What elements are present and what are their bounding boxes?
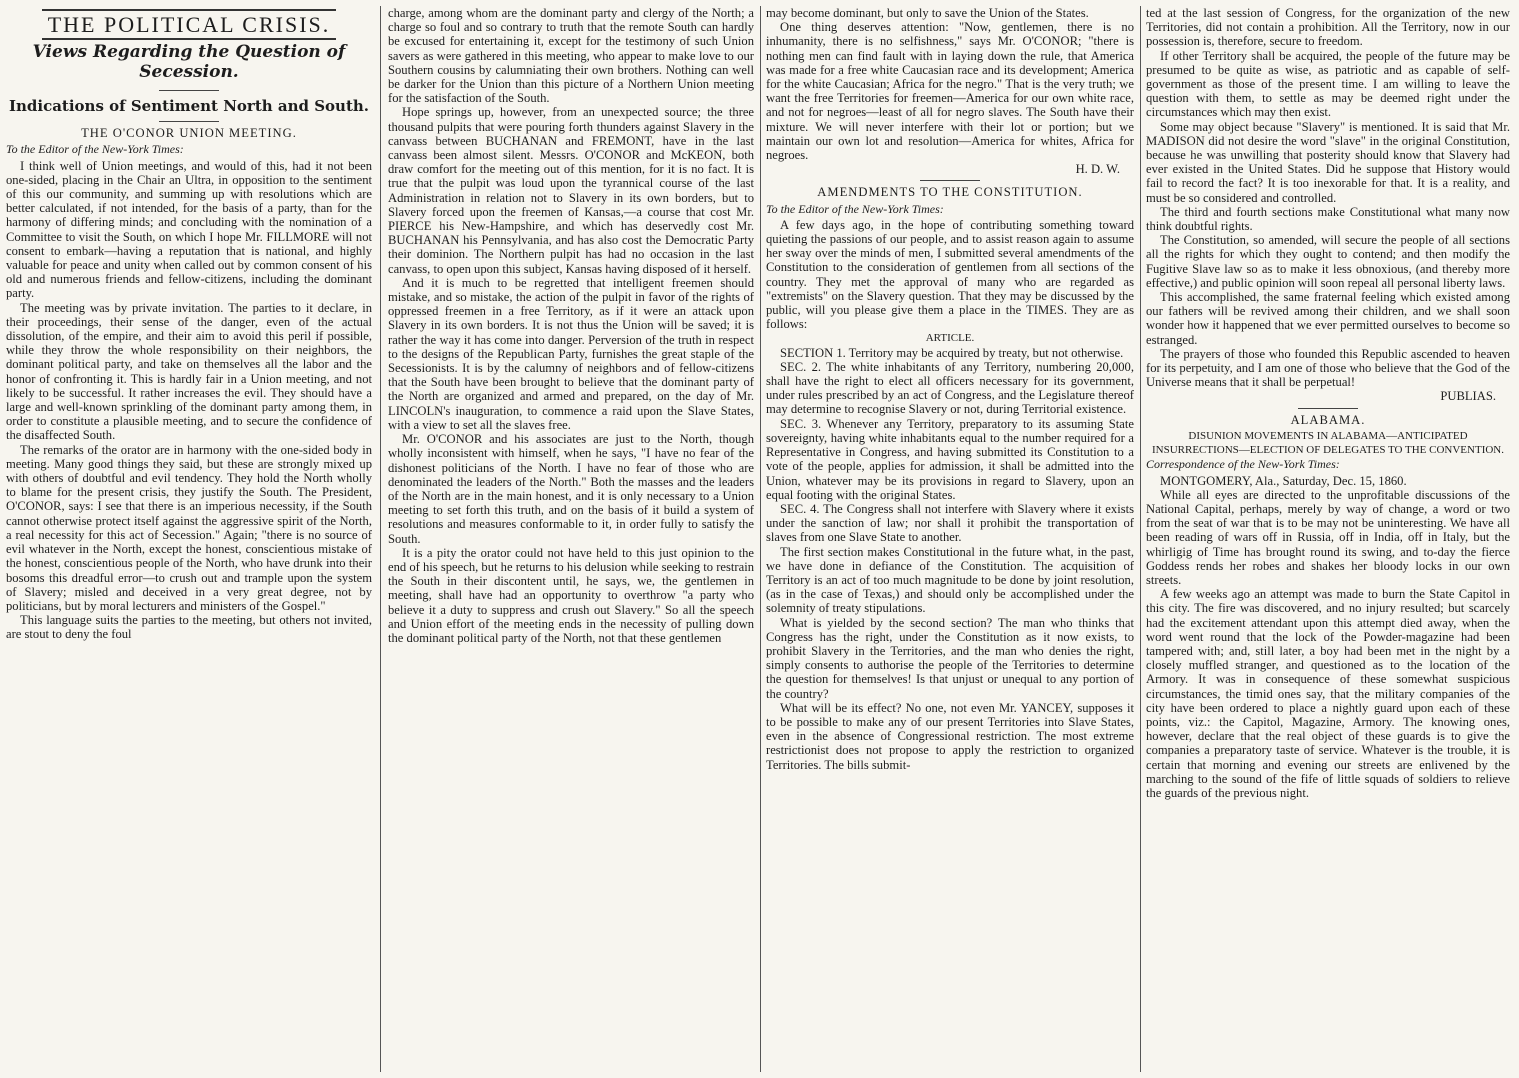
section-heading: ALABAMA. — [1290, 412, 1366, 427]
paragraph: SEC. 3. Whenever any Territory, preparatory to its assuming State sovereignty, having white inhabitants equal to the number required for a Representative in Congress, and having submitted its Constitution to a vote of the people, applies for admission, it shall be admitted into the Union, whatever may be its provisions in regard to Slavery, upon an equal footing with the original States. — [766, 416, 1134, 502]
paragraph: charge, among whom are the dominant party and clergy of the North; a charge so foul and so contrary to truth that the remote South can hardly be excused for entertaining it, except for the testimony of such Union savers as were gathered in this meeting, who appear to make love to our Southern cousins by calumniating their own brothers. Nothing can well be darker for the Union than this picture of a Northern Union meeting for the satisfaction of the South. — [388, 6, 754, 106]
paragraph: While all eyes are directed to the unprofitable discussions of the National Capital, perhaps, merely by way of change, a word or two from the seat of war that is to be may not be uninteresting. We have all been reading of wars off in Russia, off in India, off in Italy, but the whirligig of Time has brought round its swing, and to-day the fierce Goddess rends her robes and shakes her bloody locks in our own streets. — [1146, 487, 1510, 587]
paragraph: This language suits the parties to the meeting, but others not invited, are stout to deny the foul — [6, 613, 372, 642]
signature: H. D. W. — [1075, 162, 1120, 177]
paragraph: SECTION 1. Territory may be acquired by treaty, but not otherwise. — [780, 345, 1124, 360]
column-4 — [1146, 6, 1510, 1072]
paragraph: ted at the last session of Congress, for the organization of the new Territories, did not contain a prohibition. All the Territory, now in our possession is, therefore, secure to freedom. — [1146, 6, 1510, 49]
signature: PUBLIAS. — [1440, 389, 1496, 404]
paragraph: What is yielded by the second section? The man who thinks that Congress has the right, under the Constitution as it now exists, to prohibit Slavery in the Territories, and the man who denies the right, simply consents to authorise the people of the Territories to determine the question for themselves! Is that unjust or unequal to any portion of the country? — [766, 615, 1134, 701]
section-heading: AMENDMENTS TO THE CONSTITUTION. — [817, 185, 1083, 200]
paragraph: may become dominant, but only to save the Union of the States. — [766, 6, 1089, 20]
paragraph: The first section makes Constitutional in the future what, in the past, we have done in defiance of the Constitution. The acquisition of Territory is an act of too much magnitude to be done by joint resolution, (as in the case of Texas,) and should only be accomplished under the solemnity of treaty stipulations. — [766, 544, 1134, 616]
paragraph: And it is much to be regretted that intelligent freemen should mistake, and so mistake, the action of the pulpit in favor of the rights of oppressed freemen in a free Territory, as if it were an attack upon Slavery in its own borders. It is not thus the Union will be saved; it is rather the way it has come into danger. Perversion of the truth in respect to the designs of the Republican Party, furnishes the great staple of the Secessionists. It is by the calumny of neighbors and of fellow-citizens that the South have been brought to believe that the dominant party of the North are organized and armed and prepared, on the day of Mr. LINCOLN's inauguration, to commence a raid upon the Slave States, with a view to set all the slaves free. — [388, 275, 754, 432]
paragraph: A few weeks ago an attempt was made to burn the State Capitol in this city. The fire was discovered, and no injury resulted; but scarcely had the excitement attendant upon this attempt died away, when the word went round that the lock of the Powder-magazine had been tampered with; and, still later, a boy had been met in the night by a closely muffled stranger, and questioned as to the location of the Armory. It was in consequence of these somewhat suspicious circumstances, the timid ones say, that the military companies of the city have been ordered to place a nightly guard upon each of these points, viz.: the Capitol, Magazine, Armory. The knowing ones, however, declare that the real object of these guards is to give the companies a preparatory taste of service. Whatever is the trouble, it is certain that morning and evening our streets are enlivened by the marching to the sound of the fife of little squads of soldiers to relieve the guards of the previous night. — [1146, 587, 1510, 800]
paragraph: The Constitution, so amended, will secure the people of all sections all the rights for which they ought to contend; and then modify the Fugitive Slave law so as to make it less obnoxious, (and thereby more effective,) and public opinion will soon repeal all personal liberty laws. — [1146, 233, 1510, 290]
column-2 — [388, 6, 754, 1072]
section-subheading: DISUNION MOVEMENTS IN ALABAMA—ANTICIPATED INSURRECTIONS—ELECTION OF DELEGATES TO THE CONVENTION. — [1152, 429, 1504, 457]
paragraph: The remarks of the orator are in harmony with the one-sided body in meeting. Many good things they said, but these are strongly mixed up with others of doubtful and evil tendency. They hold the North wholly to blame for the present crisis, they justify the South. The President, O'CONOR, says: I see that there is an imperious necessity, if the South cannot otherwise protect itself against the aggressive spirit of the North, a real necessity for this act of Secession." Again; "there is no source of evil whatever in the North, except the honest, conscientious mistake of the honest, conscientious people of the North, who have drunk into their bosoms this dreadful error—to crush out and trample upon the system of Slavery; misled and deceived in a very great degree, not by politicians, but by moral lecturers and ministers of the Gospel." — [6, 442, 372, 613]
paragraph: One thing deserves attention: "Now, gentlemen, there is no inhumanity, there is no selfishness," says Mr. O'CONOR; "there is nothing men can find fault with in laying down the rule, that America was made for a free white Caucasian race and its development; America for the white Caucasian; Africa for the negro." That is the very truth; we want the free Territories for freemen—America for our own white race, and not for negroes—least of all for negro slaves. The South have their mixture. We will never interfere with their lot or portion; but we maintain our own lot and resolution—America for whites, Africa for negroes. — [766, 20, 1134, 163]
column-1 — [6, 6, 372, 1072]
paragraph: The prayers of those who founded this Republic ascended to heaven for its perpetuity, and I am one of those who believe that the God of the Universe means that it shall be perpetual! — [1146, 346, 1510, 390]
column-rule — [1140, 6, 1141, 1072]
paragraph: The meeting was by private invitation. The parties to it declare, in their proceedings, their sense of the danger, even of the actual dissolution, of the empire, and their aim to avoid this peril if possible, while they throw the whole responsibility on their neighbors, the dominant political party, and take on themselves all the labor and the honor of confronting it. This is hardly fair in a Union meeting, and not likely to be successful. It rather increases the evil. They should have a large and well-known sprinkling of the dominant party among them, in order to constitute a plausible meeting, and to secure the confidence of the disaffected South. — [6, 300, 372, 443]
salutation: To the Editor of the New-York Times: — [6, 142, 184, 157]
paragraph: The third and fourth sections make Constitutional what many now think doubtful rights. — [1146, 204, 1510, 234]
divider — [159, 121, 219, 122]
salutation: Correspondence of the New-York Times: — [1146, 457, 1340, 472]
column-3 — [766, 6, 1134, 1072]
divider — [1298, 408, 1358, 409]
paragraph: SEC. 2. The white inhabitants of any Territory, numbering 20,000, shall have the right to elect all officers necessary for its government, under rules prescribed by an act of Congress, and the Legislature thereof may determine to recognise Slavery or not, during Territorial existence. — [766, 359, 1134, 417]
paragraph: A few days ago, in the hope of contributing something toward quieting the passions of our people, and to assist reason again to assume her sway over the minds of men, I submitted several amendments of the Constitution to the consideration of gentlemen from all sections of the country. They met the approval of many who are regarded as "extremists" on the Slavery question. That they may be discussed by the public, will you please give them a place in the TIMES. They are as follows: — [766, 217, 1134, 332]
paragraph: It is a pity the orator could not have held to this just opinion to the end of his speech, but he returns to his delusion while seeking to restrain the South in their discontent until, he says, we, the gentlemen in meeting, shall have had an opportunity to overthrow "a party who believe it a duty to suppress and crush out Slavery." So all the speech and Union effort of the meeting ends in the necessity of pulling down the dominant political party of the North, not that these gentlemen — [388, 545, 754, 645]
paragraph: Hope springs up, however, from an unexpected source; the three thousand pulpits that were pouring forth thunders against Slavery in the canvass between BUCHANAN and FREMONT, have in the last canvass been almost silent. Messrs. O'CONOR and McKEON, both draw comfort for the meeting out of this mention, for it is no fact. It is true that the pulpit was loud upon the tyrannical course of the last Administration in relation not to Slavery in its own borders, but to Slavery forced upon the freemen of Kansas,—a course that cost Mr. PIERCE his New-Hampshire, and which has deservedly cost Mr. BUCHANAN his Pennsylvania, and has also cost the Democratic Party their dominion. The Northern pulpit has had no occasion in the last canvass, to open upon this subject, Kansas having disposed of it herself. — [388, 105, 754, 276]
headline: THE POLITICAL CRISIS. — [6, 18, 372, 32]
paragraph: Mr. O'CONOR and his associates are just to the North, though wholly inconsistent with himself, when he says, "I have no fear of the dishonest politicians of the North. I have no fear of those who are denominated the leaders of the North." Both the masses and the leaders of the North are in the main honest, and it is only necessary to a Union meeting to set forth this truth, and on the basis of it build a system of resolutions and measures conformable to it, in order fully to satisfy the South. — [388, 432, 754, 546]
section-heading: THE O'CONOR UNION MEETING. — [81, 126, 297, 141]
salutation: To the Editor of the New-York Times: — [766, 201, 944, 216]
paragraph: If other Territory shall be acquired, the people of the future may be presumed to be quite as wise, as patriotic and as capable of self-government as those of the present time. I am willing to leave the question with them, to settle as may be deemed right under the circumstances which may then exist. — [1146, 48, 1510, 120]
dateline: MONTGOMERY, Ala., Saturday, Dec. 15, 1860. — [1160, 473, 1407, 488]
column-rule — [380, 6, 381, 1072]
article-label: ARTICLE. — [925, 332, 975, 345]
divider — [920, 180, 980, 181]
paragraph: Some may object because "Slavery" is mentioned. It is said that Mr. MADISON did not desire the word "slave" in the original Constitution, because he was unwilling that posterity should know that Slavery had ever existed in the United States. Did he suppose that History would fail to record the fact? It is too inexorable for that. It is a reality, and must be so considered and controlled. — [1146, 119, 1510, 205]
paragraph: SEC. 4. The Congress shall not interfere with Slavery where it exists under the sanction of law; nor shall it prohibit the transportation of slaves from one Slave State to another. — [766, 501, 1134, 545]
divider — [159, 90, 219, 91]
paragraph: This accomplished, the same fraternal feeling which existed among our fathers will be revived among their children, and we shall soon wonder how it happened that we ever permitted ourselves to become so estranged. — [1146, 290, 1510, 347]
paragraph: I think well of Union meetings, and would of this, had it not been one-sided, placing in the Chair an Ultra, in opposition to the sentiment of this our community, and summing up with resolutions which are better calculated, if not intended, for the basis of a party, than for the harmony of differing minds; and concluding with the nomination of a Committee to visit the South, on which I hope Mr. FILLMORE will not consent to embark—having a reputation that is national, and highly valuable for peace and unity when called out by common consent of his old and numerous friends and fellow-citizens, including the dominant party. — [6, 158, 372, 301]
column-rule — [760, 6, 761, 1072]
deck-headline: Indications of Sentiment North and South. — [8, 97, 370, 116]
paragraph: What will be its effect? No one, not even Mr. YANCEY, supposes it to be possible to make any of our present Territories into Slave States, even in the absence of Congressional restriction. The most extreme restrictionist does not propose to apply the restriction to organized Territories. The bills submit- — [766, 700, 1134, 772]
subheadline: Views Regarding the Question of Secession. — [32, 42, 346, 83]
